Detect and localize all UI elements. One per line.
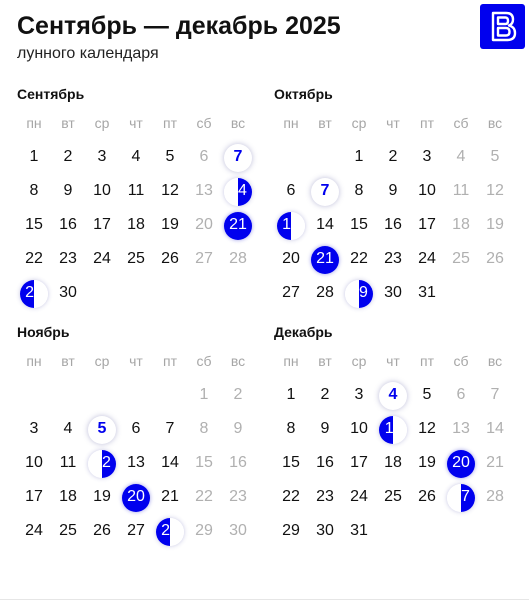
weekday-label: пн: [26, 115, 42, 131]
day-number: 5: [165, 148, 175, 165]
day-cell: [478, 412, 512, 446]
day-cell: [221, 412, 255, 446]
day-cell: [119, 208, 153, 242]
day-number: 3: [422, 148, 432, 165]
day-number: 26: [161, 250, 179, 267]
day-number: 23: [229, 488, 247, 505]
day-number: 3: [354, 386, 364, 403]
day-number: 1: [199, 386, 209, 403]
day-number: 26: [418, 488, 436, 505]
day-number: 15: [195, 454, 213, 471]
day-cell: [119, 412, 153, 446]
day-cell: [274, 242, 308, 276]
day-number: 1: [29, 148, 39, 165]
day-cell: [274, 276, 308, 310]
day-cell: [444, 242, 478, 276]
day-number: 27: [452, 488, 470, 505]
day-cell: [187, 446, 221, 480]
day-number: 26: [486, 250, 504, 267]
day-number: 13: [127, 454, 145, 471]
day-number: 4: [63, 420, 73, 437]
day-cell: [221, 514, 255, 548]
empty-cell: [51, 378, 85, 412]
empty-cell: [153, 378, 187, 412]
day-number: 31: [418, 284, 436, 301]
day-cell: [85, 174, 119, 208]
page-subtitle: лунного календаря: [17, 45, 159, 62]
day-number: 23: [59, 250, 77, 267]
day-cell: [342, 242, 376, 276]
month-november: [17, 322, 263, 548]
day-cell: [221, 242, 255, 276]
day-cell: [119, 140, 153, 174]
day-cell: [342, 446, 376, 480]
day-number: 31: [350, 522, 368, 539]
page-title: Сентябрь — декабрь 2025: [17, 12, 341, 40]
day-cell: [119, 446, 153, 480]
empty-cell: [119, 378, 153, 412]
day-cell: [308, 446, 342, 480]
day-cell: [274, 174, 308, 208]
day-number: 27: [195, 250, 213, 267]
weekday-label: ср: [94, 115, 110, 131]
day-number: 15: [25, 216, 43, 233]
day-cell: [410, 276, 444, 310]
month-name: Сентябрь: [17, 86, 85, 102]
day-number: 21: [161, 488, 179, 505]
day-cell: [51, 514, 85, 548]
day-cell: [410, 242, 444, 276]
day-cell: [51, 242, 85, 276]
day-number: 10: [25, 454, 43, 471]
day-cell: [187, 514, 221, 548]
day-cell: [274, 208, 308, 242]
day-number: 20: [127, 488, 145, 505]
day-number: 11: [59, 454, 77, 471]
day-cell: [376, 242, 410, 276]
day-number: 6: [456, 386, 466, 403]
day-cell: [17, 242, 51, 276]
month-name: Октябрь: [274, 86, 333, 102]
day-number: 18: [59, 488, 77, 505]
day-number: 5: [97, 420, 107, 437]
day-number: 16: [384, 216, 402, 233]
day-cell: [187, 208, 221, 242]
day-number: 27: [282, 284, 300, 301]
day-cell: [187, 412, 221, 446]
day-cell: [444, 446, 478, 480]
day-cell: [85, 412, 119, 446]
weekday-label: вс: [487, 353, 503, 369]
day-number: 2: [320, 386, 330, 403]
weekday-label: чт: [386, 115, 400, 131]
day-cell: [51, 208, 85, 242]
day-number: 14: [486, 420, 504, 437]
weekday-label: пн: [283, 115, 299, 131]
day-number: 23: [384, 250, 402, 267]
day-cell: [444, 480, 478, 514]
day-number: 29: [282, 522, 300, 539]
day-cell: [153, 446, 187, 480]
day-cell: [153, 174, 187, 208]
day-cell: [153, 242, 187, 276]
day-cell: [444, 412, 478, 446]
weekday-label: чт: [129, 353, 143, 369]
day-number: 1: [354, 148, 364, 165]
day-cell: [17, 276, 51, 310]
day-cell: [274, 446, 308, 480]
day-number: 24: [93, 250, 111, 267]
day-cell: [187, 378, 221, 412]
day-number: 10: [418, 182, 436, 199]
day-number: 17: [418, 216, 436, 233]
weekday-label: чт: [129, 115, 143, 131]
day-number: 2: [63, 148, 73, 165]
day-number: 18: [452, 216, 470, 233]
day-cell: [478, 242, 512, 276]
weekday-label: ср: [351, 115, 367, 131]
month-grid: [17, 344, 263, 548]
weekday-label: пн: [283, 353, 299, 369]
day-cell: [342, 480, 376, 514]
day-number: 16: [229, 454, 247, 471]
day-number: 30: [316, 522, 334, 539]
day-number: 4: [388, 386, 398, 403]
day-cell: [51, 140, 85, 174]
day-cell: [85, 140, 119, 174]
day-cell: [376, 140, 410, 174]
day-number: 16: [59, 216, 77, 233]
day-cell: [410, 412, 444, 446]
day-number: 6: [131, 420, 141, 437]
day-cell: [444, 174, 478, 208]
day-cell: [153, 412, 187, 446]
day-number: 28: [316, 284, 334, 301]
day-number: 28: [486, 488, 504, 505]
day-cell: [17, 208, 51, 242]
b-logo-glyph: [480, 4, 525, 49]
empty-cell: [308, 140, 342, 174]
day-number: 21: [229, 216, 247, 233]
day-cell: [376, 378, 410, 412]
day-cell: [376, 174, 410, 208]
day-number: 27: [127, 522, 145, 539]
day-cell: [478, 378, 512, 412]
day-number: 7: [165, 420, 175, 437]
day-number: 29: [25, 284, 43, 301]
day-number: 21: [486, 454, 504, 471]
day-cell: [308, 514, 342, 548]
day-cell: [342, 514, 376, 548]
day-number: 12: [161, 182, 179, 199]
day-cell: [17, 174, 51, 208]
day-cell: [410, 174, 444, 208]
day-cell: [376, 276, 410, 310]
day-cell: [17, 514, 51, 548]
month-grid: [274, 344, 520, 548]
day-number: 22: [25, 250, 43, 267]
day-cell: [410, 378, 444, 412]
day-cell: [342, 378, 376, 412]
day-number: 29: [195, 522, 213, 539]
day-cell: [85, 446, 119, 480]
day-cell: [410, 446, 444, 480]
weekday-label: ср: [351, 353, 367, 369]
day-cell: [376, 208, 410, 242]
day-number: 22: [195, 488, 213, 505]
day-cell: [308, 174, 342, 208]
day-cell: [308, 412, 342, 446]
day-number: 17: [25, 488, 43, 505]
day-cell: [342, 412, 376, 446]
day-number: 11: [384, 420, 402, 437]
day-number: 23: [316, 488, 334, 505]
day-number: 5: [422, 386, 432, 403]
weekday-label: пн: [26, 353, 42, 369]
day-number: 8: [199, 420, 209, 437]
day-cell: [308, 208, 342, 242]
day-number: 14: [316, 216, 334, 233]
weekday-label: сб: [196, 353, 212, 369]
day-cell: [51, 276, 85, 310]
day-number: 25: [127, 250, 145, 267]
day-cell: [410, 480, 444, 514]
day-number: 15: [350, 216, 368, 233]
day-number: 7: [320, 182, 330, 199]
day-number: 9: [320, 420, 330, 437]
month-october: [274, 84, 520, 310]
day-cell: [308, 378, 342, 412]
weekday-label: вс: [230, 115, 246, 131]
day-cell: [221, 446, 255, 480]
day-number: 10: [93, 182, 111, 199]
day-cell: [85, 242, 119, 276]
day-cell: [478, 140, 512, 174]
empty-cell: [274, 140, 308, 174]
day-number: 3: [29, 420, 39, 437]
day-cell: [376, 480, 410, 514]
day-cell: [444, 378, 478, 412]
empty-cell: [17, 378, 51, 412]
day-cell: [187, 480, 221, 514]
day-number: 25: [384, 488, 402, 505]
day-number: 18: [384, 454, 402, 471]
day-number: 2: [233, 386, 243, 403]
day-cell: [376, 412, 410, 446]
day-cell: [221, 140, 255, 174]
day-number: 14: [229, 182, 247, 199]
day-cell: [376, 446, 410, 480]
day-number: 8: [286, 420, 296, 437]
day-number: 17: [350, 454, 368, 471]
day-cell: [308, 276, 342, 310]
day-cell: [342, 208, 376, 242]
day-number: 2: [388, 148, 398, 165]
day-cell: [274, 412, 308, 446]
day-cell: [410, 208, 444, 242]
day-number: 11: [127, 182, 145, 199]
day-cell: [153, 514, 187, 548]
day-number: 4: [456, 148, 466, 165]
weekday-label: пт: [163, 353, 177, 369]
empty-cell: [85, 378, 119, 412]
day-cell: [51, 446, 85, 480]
day-number: 7: [490, 386, 500, 403]
day-number: 25: [59, 522, 77, 539]
month-grid: [274, 106, 520, 310]
weekday-label: вс: [230, 353, 246, 369]
day-cell: [410, 140, 444, 174]
day-number: 28: [229, 250, 247, 267]
day-number: 24: [25, 522, 43, 539]
day-number: 1: [286, 386, 296, 403]
day-number: 9: [233, 420, 243, 437]
day-cell: [17, 412, 51, 446]
day-cell: [119, 514, 153, 548]
day-cell: [478, 174, 512, 208]
day-cell: [221, 174, 255, 208]
month-september: [17, 84, 263, 310]
b-logo-icon: [480, 4, 525, 49]
weekday-label: пт: [420, 115, 434, 131]
weekday-label: сб: [196, 115, 212, 131]
weekday-label: сб: [453, 353, 469, 369]
weekday-label: пт: [163, 115, 177, 131]
day-number: 10: [350, 420, 368, 437]
day-cell: [221, 480, 255, 514]
day-number: 9: [388, 182, 398, 199]
day-number: 13: [195, 182, 213, 199]
day-cell: [85, 514, 119, 548]
day-number: 30: [229, 522, 247, 539]
day-number: 3: [97, 148, 107, 165]
day-cell: [308, 480, 342, 514]
day-cell: [478, 480, 512, 514]
day-cell: [444, 140, 478, 174]
day-number: 16: [316, 454, 334, 471]
day-cell: [85, 208, 119, 242]
day-number: 22: [350, 250, 368, 267]
weekday-label: сб: [453, 115, 469, 131]
month-grid: [17, 106, 263, 310]
day-number: 4: [131, 148, 141, 165]
weekday-label: вт: [61, 353, 75, 369]
weekday-label: вс: [487, 115, 503, 131]
day-cell: [85, 480, 119, 514]
day-number: 8: [354, 182, 364, 199]
day-number: 17: [93, 216, 111, 233]
weekday-label: вт: [61, 115, 75, 131]
day-cell: [342, 276, 376, 310]
day-number: 20: [452, 454, 470, 471]
month-december: [274, 322, 520, 548]
day-number: 20: [282, 250, 300, 267]
day-cell: [444, 208, 478, 242]
day-cell: [119, 480, 153, 514]
day-cell: [119, 174, 153, 208]
month-name: Ноябрь: [17, 324, 70, 340]
day-cell: [187, 242, 221, 276]
day-number: 12: [93, 454, 111, 471]
day-cell: [221, 208, 255, 242]
day-cell: [187, 140, 221, 174]
day-cell: [274, 480, 308, 514]
month-name: Декабрь: [274, 324, 333, 340]
day-number: 20: [195, 216, 213, 233]
day-cell: [153, 208, 187, 242]
day-number: 22: [282, 488, 300, 505]
day-number: 14: [161, 454, 179, 471]
day-cell: [478, 208, 512, 242]
day-number: 12: [418, 420, 436, 437]
day-number: 12: [486, 182, 504, 199]
day-number: 6: [286, 182, 296, 199]
day-cell: [119, 242, 153, 276]
day-number: 18: [127, 216, 145, 233]
day-number: 29: [350, 284, 368, 301]
weekday-label: вт: [318, 115, 332, 131]
weekday-label: вт: [318, 353, 332, 369]
day-cell: [17, 446, 51, 480]
day-number: 11: [452, 182, 470, 199]
day-number: 24: [418, 250, 436, 267]
day-cell: [274, 378, 308, 412]
day-number: 13: [452, 420, 470, 437]
day-number: 7: [233, 148, 243, 165]
day-cell: [308, 242, 342, 276]
weekday-label: пт: [420, 353, 434, 369]
day-number: 19: [93, 488, 111, 505]
day-number: 15: [282, 454, 300, 471]
day-cell: [274, 514, 308, 548]
day-cell: [51, 412, 85, 446]
day-cell: [221, 378, 255, 412]
day-number: 13: [282, 216, 300, 233]
day-number: 19: [486, 216, 504, 233]
day-number: 6: [199, 148, 209, 165]
day-number: 19: [161, 216, 179, 233]
day-number: 19: [418, 454, 436, 471]
day-number: 28: [161, 522, 179, 539]
weekday-label: чт: [386, 353, 400, 369]
day-cell: [342, 174, 376, 208]
day-number: 9: [63, 182, 73, 199]
day-cell: [478, 446, 512, 480]
day-number: 30: [59, 284, 77, 301]
day-cell: [153, 480, 187, 514]
day-number: 24: [350, 488, 368, 505]
day-cell: [342, 140, 376, 174]
day-number: 8: [29, 182, 39, 199]
day-cell: [51, 480, 85, 514]
weekday-label: ср: [94, 353, 110, 369]
day-cell: [187, 174, 221, 208]
day-number: 5: [490, 148, 500, 165]
day-cell: [17, 140, 51, 174]
day-cell: [153, 140, 187, 174]
day-number: 21: [316, 250, 334, 267]
day-number: 26: [93, 522, 111, 539]
day-number: 30: [384, 284, 402, 301]
day-cell: [51, 174, 85, 208]
day-number: 25: [452, 250, 470, 267]
day-cell: [17, 480, 51, 514]
